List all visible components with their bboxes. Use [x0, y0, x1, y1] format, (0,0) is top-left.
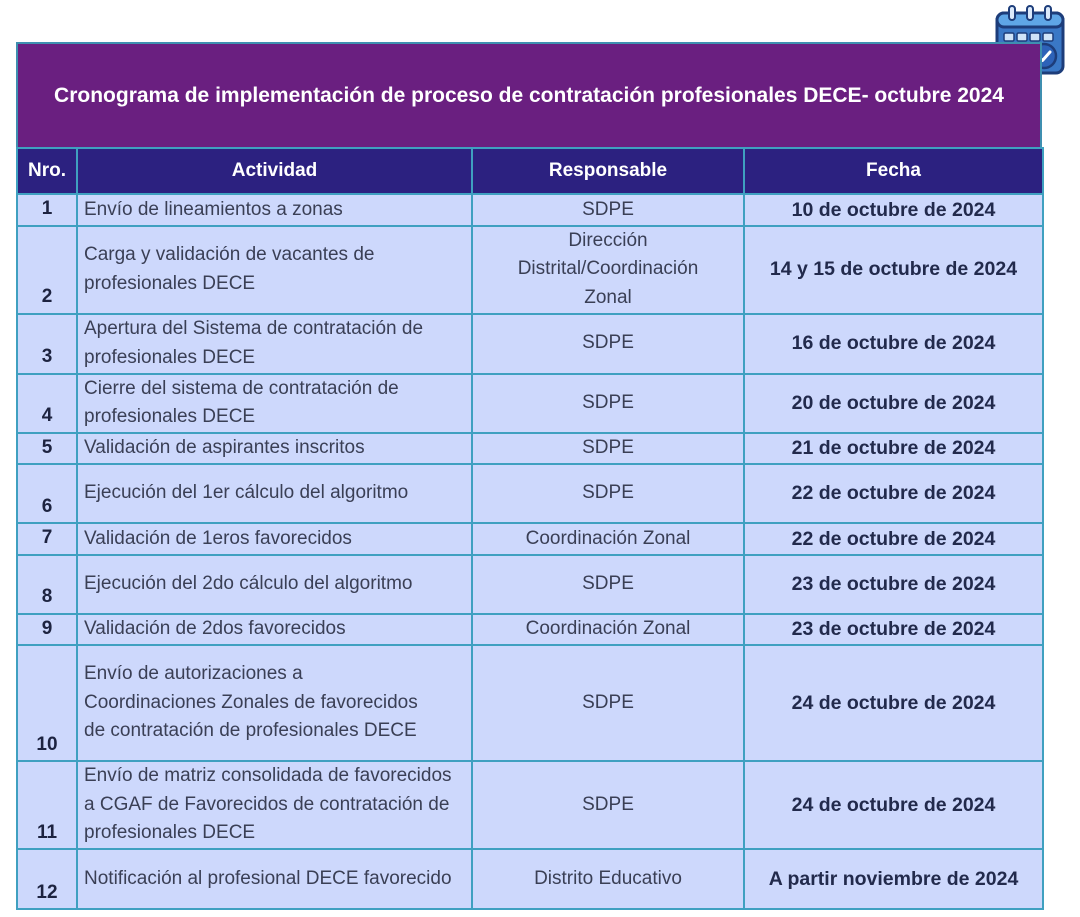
activity-cell: Validación de aspirantes inscritos [77, 433, 472, 465]
table-row [17, 194, 1043, 226]
header-actividad: Actividad [77, 148, 472, 194]
activity-cell: Cierre del sistema de contratación de profesionales DECE [77, 374, 472, 433]
responsible-cell: Coordinación Zonal [472, 523, 744, 555]
row-number: 6 [17, 464, 77, 523]
activity-cell: Notificación al profesional DECE favorecido [77, 849, 472, 909]
row-number: 8 [17, 555, 77, 614]
activity-cell: Ejecución del 1er cálculo del algoritmo [77, 464, 472, 523]
header-responsable: Responsable [472, 148, 744, 194]
date-cell: 23 de octubre de 2024 [744, 555, 1043, 614]
header-fecha: Fecha [744, 148, 1043, 194]
table-row [17, 645, 1043, 761]
date-cell: 24 de octubre de 2024 [744, 761, 1043, 849]
responsible-cell: Coordinación Zonal [472, 614, 744, 646]
table-row [17, 761, 1043, 849]
table-row [17, 523, 1043, 555]
row-number: 4 [17, 374, 77, 433]
activity-cell: Envío de autorizaciones a Coordinaciones Zonales de favorecidos de contratación de profesionales DECE [77, 645, 472, 761]
header-nro: Nro. [17, 148, 77, 194]
header-row [17, 148, 1043, 194]
responsible-cell: SDPE [472, 761, 744, 849]
activity-cell: Ejecución del 2do cálculo del algoritmo [77, 555, 472, 614]
activity-cell: Envío de lineamientos a zonas [77, 194, 472, 226]
responsible-cell: Distrito Educativo [472, 849, 744, 909]
table-row [17, 433, 1043, 465]
activity-cell: Carga y validación de vacantes de profesionales DECE [77, 226, 472, 314]
row-number: 11 [17, 761, 77, 849]
responsible-cell: SDPE [472, 464, 744, 523]
responsible-cell: SDPE [472, 433, 744, 465]
date-cell: 24 de octubre de 2024 [744, 645, 1043, 761]
date-cell: 23 de octubre de 2024 [744, 614, 1043, 646]
row-number: 3 [17, 314, 77, 374]
date-cell: 16 de octubre de 2024 [744, 314, 1043, 374]
activity-cell: Validación de 2dos favorecidos [77, 614, 472, 646]
responsible-cell: SDPE [472, 314, 744, 374]
schedule-container [16, 42, 1042, 910]
row-number: 5 [17, 433, 77, 465]
schedule-table [16, 147, 1044, 910]
row-number: 1 [17, 194, 77, 226]
responsible-cell: SDPE [472, 645, 744, 761]
row-number: 2 [17, 226, 77, 314]
date-cell: A partir noviembre de 2024 [744, 849, 1043, 909]
table-row [17, 555, 1043, 614]
date-cell: 14 y 15 de octubre de 2024 [744, 226, 1043, 314]
responsible-cell: SDPE [472, 374, 744, 433]
table-row [17, 226, 1043, 314]
responsible-cell: SDPE [472, 555, 744, 614]
date-cell: 10 de octubre de 2024 [744, 194, 1043, 226]
date-cell: 22 de octubre de 2024 [744, 464, 1043, 523]
table-row [17, 374, 1043, 433]
table-row [17, 614, 1043, 646]
activity-cell: Validación de 1eros favorecidos [77, 523, 472, 555]
row-number: 12 [17, 849, 77, 909]
table-row [17, 314, 1043, 374]
date-cell: 20 de octubre de 2024 [744, 374, 1043, 433]
activity-cell: Apertura del Sistema de contratación de profesionales DECE [77, 314, 472, 374]
date-cell: 22 de octubre de 2024 [744, 523, 1043, 555]
schedule-title: Cronograma de implementación de proceso de contratación profesionales DECE- octubre 2024 [16, 42, 1042, 147]
responsible-cell: Dirección Distrital/Coordinación Zonal [472, 226, 744, 314]
date-cell: 21 de octubre de 2024 [744, 433, 1043, 465]
activity-cell: Envío de matriz consolidada de favorecidos a CGAF de Favorecidos de contratación de profesionales DECE [77, 761, 472, 849]
row-number: 7 [17, 523, 77, 555]
row-number: 10 [17, 645, 77, 761]
row-number: 9 [17, 614, 77, 646]
responsible-cell: SDPE [472, 194, 744, 226]
table-row [17, 464, 1043, 523]
table-row [17, 849, 1043, 909]
